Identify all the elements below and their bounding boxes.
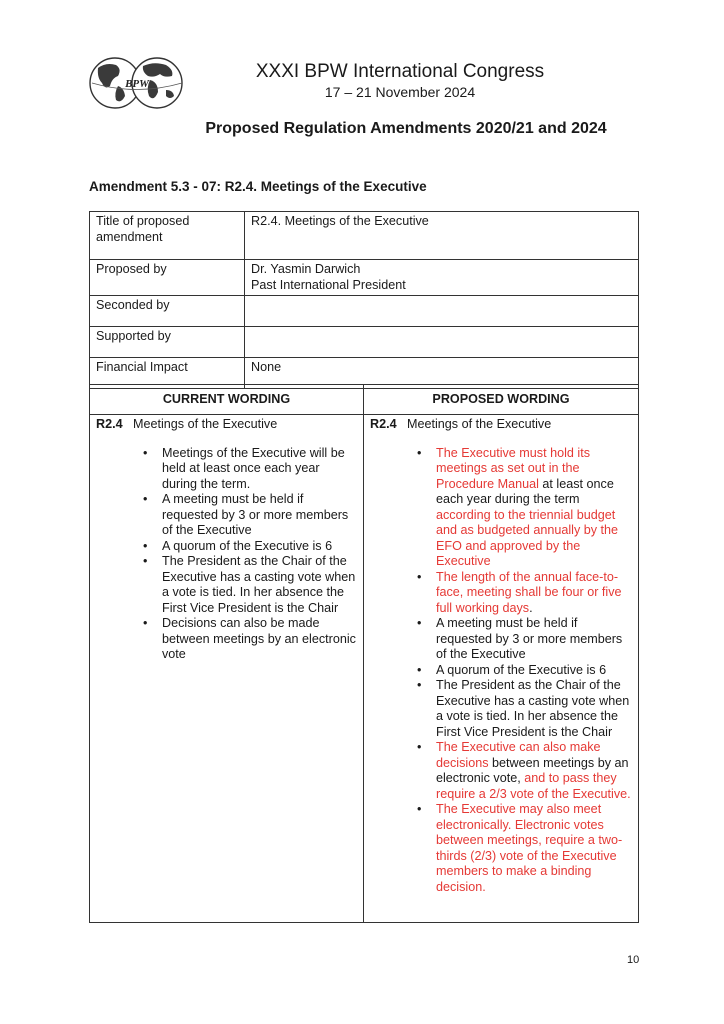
proposed-wording-item — [417, 678, 632, 740]
retained-text: between meetings by an electronic vote, — [436, 755, 629, 785]
current-wording-item — [143, 554, 357, 616]
retained-text: . — [529, 600, 533, 615]
item-text: A meeting must be held if requested by 3 or more members of the Executive — [162, 492, 349, 537]
info-label: Supported by — [90, 327, 245, 358]
amendment-heading: Amendment 5.3 - 07: R2.4. Meetings of the Executive — [89, 179, 427, 194]
info-row-proposed-by — [90, 260, 639, 296]
proposed-wording-list — [370, 446, 632, 896]
section-number: R2.4 — [370, 417, 397, 431]
proposer-name: Dr. Yasmin Darwich — [251, 262, 361, 276]
bullet-point: • — [417, 445, 422, 460]
info-value — [245, 260, 639, 296]
current-wording-cell — [90, 415, 364, 923]
amended-text: according to the triennial budget and as budgeted annually by the EFO and approved by the Executive — [436, 507, 619, 568]
amended-text: The Executive can also make decisions — [436, 740, 601, 770]
bullet-point: • — [143, 616, 148, 630]
wording-comparison-table — [89, 384, 639, 923]
bullet-point: • — [417, 802, 422, 816]
info-value: None — [245, 358, 639, 389]
proposed-wording-item — [417, 445, 632, 570]
amended-text: The length of the annual face-to-face, meeting shall be four or five full working days — [436, 569, 622, 615]
info-row-title — [90, 212, 639, 260]
retained-text: at least once each year during the term — [436, 476, 614, 506]
amended-text: and to pass they require a 2/3 vote of the Executive. — [436, 771, 631, 801]
current-wording-list — [96, 446, 357, 663]
info-value — [245, 296, 639, 327]
proposed-wording-item — [417, 569, 632, 617]
proposed-wording-item — [417, 740, 632, 802]
bullet-point: • — [143, 445, 148, 460]
current-wording-item — [143, 538, 357, 555]
info-label: Proposed by — [90, 260, 245, 296]
bullet-point: • — [417, 569, 422, 584]
item-text: Meetings of the Executive will be held at least once each year during the term. — [162, 445, 345, 491]
congress-title: XXXI BPW International Congress — [255, 61, 545, 82]
page-number: 10 — [627, 954, 640, 966]
congress-dates: 17 – 21 November 2024 — [324, 84, 476, 100]
bullet-point: • — [143, 538, 148, 553]
info-value — [245, 327, 639, 358]
info-label: Seconded by — [90, 296, 245, 327]
info-label: Title of proposed amendment — [90, 212, 245, 260]
item-text: A quorum of the Executive is 6 — [162, 538, 333, 553]
info-label: Financial Impact — [90, 358, 245, 389]
item-text: The President as the Chair of the Executive has a casting vote when a vote is tied. In her absence the First Vice President is the Chair — [162, 554, 356, 615]
bullet-point: • — [417, 740, 422, 754]
retained-text: A quorum of the Executive is 6 — [436, 662, 607, 677]
current-wording-item — [143, 492, 357, 539]
proposer-role: Past International President — [251, 277, 406, 292]
section-title: Meetings of the Executive — [133, 417, 278, 431]
item-text: Decisions can also be made between meetings by an electronic vote — [162, 616, 356, 661]
svg-text:BPW: BPW — [125, 78, 149, 90]
bullet-point: • — [417, 616, 422, 630]
current-wording-item — [143, 616, 357, 663]
section-heading — [370, 417, 632, 433]
amended-text: The Executive may also meet electronically. Electronic votes between meetings, require a two-thirds (2/3) vote of the Executive members to make a binding decision. — [436, 802, 623, 894]
bullet-point: • — [143, 554, 148, 568]
proposed-wording-item — [417, 662, 632, 679]
bullet-point: • — [417, 662, 422, 677]
section-title: Meetings of the Executive — [407, 417, 552, 431]
info-value: R2.4. Meetings of the Executive — [245, 212, 639, 260]
retained-text: The President as the Chair of the Executive has a casting vote when a vote is tied. In her absence the First Vice President is the Chair — [436, 678, 630, 739]
amended-text: The Executive must hold its meetings as set out in the Procedure Manual — [436, 445, 590, 491]
retained-text: A meeting must be held if requested by 3 or more members of the Executive — [436, 616, 623, 661]
proposed-wording-cell — [364, 415, 639, 923]
info-row-supported-by — [90, 327, 639, 358]
bullet-point: • — [417, 678, 422, 692]
proposed-wording-item — [417, 616, 632, 663]
section-heading — [96, 417, 357, 433]
document-title: Proposed Regulation Amendments 2020/21 and 2024 — [205, 120, 607, 137]
amendment-info-table — [89, 211, 639, 389]
info-row-seconded-by — [90, 296, 639, 327]
section-number: R2.4 — [96, 417, 123, 431]
proposed-wording-header: PROPOSED WORDING — [364, 385, 639, 415]
bullet-point: • — [143, 492, 148, 506]
current-wording-header: CURRENT WORDING — [90, 385, 364, 415]
current-wording-item — [143, 445, 357, 493]
proposed-wording-item — [417, 802, 632, 895]
